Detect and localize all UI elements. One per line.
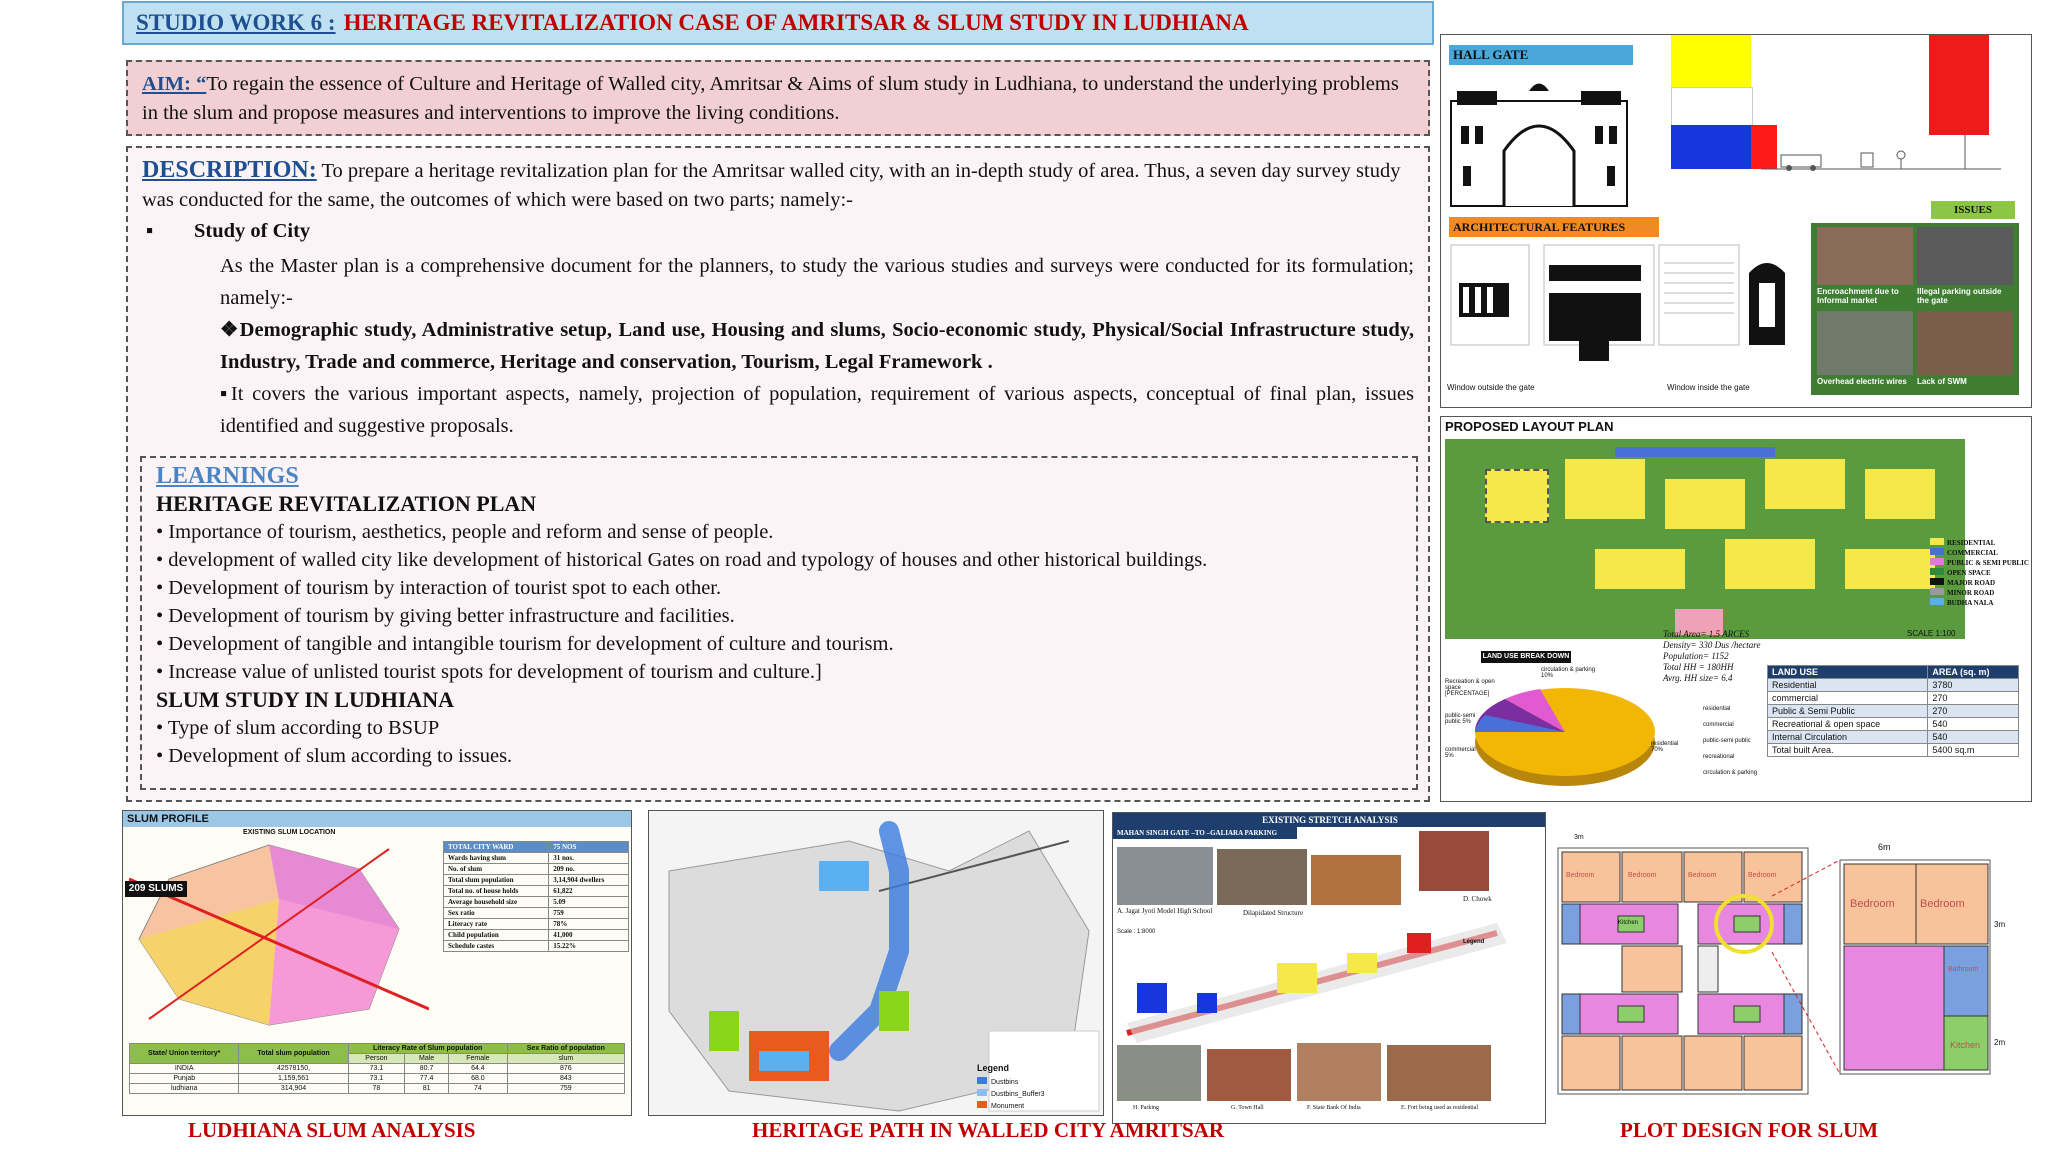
literacy-table bbox=[129, 1043, 625, 1094]
stretch-label: D. Chowk bbox=[1463, 895, 1492, 903]
layout-scale: SCALE 1:100 bbox=[1907, 629, 1956, 638]
legend-swatch bbox=[1930, 548, 1944, 555]
white-block bbox=[1671, 87, 1753, 127]
legend-item bbox=[977, 1089, 1045, 1101]
residential-block bbox=[1725, 539, 1815, 589]
table-cell: 74 bbox=[449, 1084, 508, 1094]
list-item: • Increase value of unlisted tourist spots for development of tourism and culture.] bbox=[156, 661, 822, 683]
residential-block bbox=[1845, 549, 1935, 589]
stretch-photo bbox=[1419, 831, 1489, 891]
hall-gate-label: HALL GATE bbox=[1449, 45, 1633, 65]
legend-label: RESIDENTIAL bbox=[1947, 539, 1996, 547]
issue-caption: Illegal parking outside the gate bbox=[1917, 287, 2002, 305]
room-label: Bedroom bbox=[1850, 898, 1895, 910]
table-cell: 64.4 bbox=[449, 1064, 508, 1074]
description-label: DESCRIPTION: bbox=[142, 157, 317, 183]
bullet-mark: ▪ bbox=[146, 220, 154, 242]
table-cell: Punjab bbox=[130, 1074, 239, 1084]
pie-small-label: circulation & parking 10% bbox=[1541, 667, 1596, 679]
stretch-photo bbox=[1117, 1045, 1201, 1101]
pie-legend bbox=[1703, 701, 1757, 781]
title-text: HERITAGE REVITALIZATION CASE OF AMRITSAR & SLUM STUDY IN LUDHIANA bbox=[343, 10, 1249, 35]
issues-photo-grid bbox=[1811, 223, 2019, 395]
table-cell: 73.1 bbox=[348, 1074, 405, 1084]
legend-item bbox=[1930, 568, 2029, 578]
residential-block bbox=[1665, 479, 1745, 529]
table-cell: 78 bbox=[348, 1084, 405, 1094]
table-cell: 15.22% bbox=[549, 941, 629, 952]
learnings-heading-slum: SLUM STUDY IN LUDHIANA bbox=[156, 687, 455, 712]
table-cell: 5.09 bbox=[549, 897, 629, 908]
stretch-photo bbox=[1387, 1045, 1491, 1101]
table-cell: 5400 sq.m bbox=[1928, 744, 2019, 757]
table-cell: INDIA bbox=[130, 1064, 239, 1074]
list-item: • Development of tourism by interaction of tourist spot to each other. bbox=[156, 577, 722, 599]
caption-ludhiana: LUDHIANA SLUM ANALYSIS bbox=[188, 1118, 476, 1142]
table-cell: 77.4 bbox=[405, 1074, 449, 1084]
legend-label: COMMERCIAL bbox=[1947, 549, 1998, 557]
table-cell: 80.7 bbox=[405, 1064, 449, 1074]
stat-line: Total Area= 1.5 ARCES bbox=[1663, 629, 1750, 639]
table-cell: 540 bbox=[1928, 718, 2019, 731]
table-cell: No. of slum bbox=[444, 864, 549, 875]
legend-item bbox=[977, 1101, 1045, 1113]
stretch-legend-title: Legend bbox=[1463, 939, 1485, 945]
dimension-label: 2m bbox=[1994, 1038, 2006, 1047]
stretch-label: F. State Bank Of India bbox=[1307, 1105, 1361, 1111]
dimension-label: 3m bbox=[1994, 920, 2006, 929]
table-cell: ludhiana bbox=[130, 1084, 239, 1094]
pie-legend-item: public-semi public bbox=[1703, 738, 1751, 744]
title-lead: STUDIO WORK 6 : bbox=[136, 10, 336, 35]
residential-block bbox=[1565, 459, 1645, 519]
table-cell: 41,000 bbox=[549, 930, 629, 941]
table-cell: 759 bbox=[549, 908, 629, 919]
layout-plan-drawing bbox=[1445, 439, 1965, 639]
hall-gate-panel bbox=[1440, 34, 2032, 408]
pie-legend-item: recreational bbox=[1703, 754, 1735, 760]
table-cell: 31 nos. bbox=[549, 853, 629, 864]
room-label: Bedroom bbox=[1748, 872, 1777, 879]
legend-label: MINOR ROAD bbox=[1947, 589, 1995, 597]
table-cell: 1,159,561 bbox=[239, 1074, 348, 1084]
layout-stats bbox=[1663, 629, 1760, 684]
table-header: AREA (sq. m) bbox=[1928, 666, 2019, 679]
pie-legend-item: residential bbox=[1703, 706, 1731, 712]
table-cell: Average household size bbox=[444, 897, 549, 908]
breakdown-label: LAND USE BREAK DOWN bbox=[1481, 651, 1571, 663]
learnings-label: LEARNINGS bbox=[156, 463, 299, 489]
study-of-city: Study of City bbox=[194, 220, 311, 242]
learnings-box bbox=[140, 456, 1418, 790]
room-label: Bathroom bbox=[1948, 966, 1979, 973]
stretch-photo bbox=[1207, 1049, 1291, 1101]
list-item: • Type of slum according to BSUP bbox=[156, 717, 440, 739]
yellow-block bbox=[1671, 35, 1751, 87]
stretch-photo bbox=[1217, 849, 1307, 905]
room-label: Kitchen bbox=[1950, 1040, 1981, 1050]
table-cell: 314,904 bbox=[239, 1084, 348, 1094]
commercial-strip bbox=[1615, 447, 1775, 457]
table-header: Person bbox=[348, 1054, 405, 1064]
pie-legend-item: circulation & parking bbox=[1703, 770, 1758, 776]
dimension-label: 3m bbox=[1574, 834, 1584, 841]
list-item: • development of walled city like development of historical Gates on road and typology of houses and other historical buildings. bbox=[156, 549, 1208, 571]
table-cell: 209 no. bbox=[549, 864, 629, 875]
legend-item bbox=[977, 1077, 1045, 1089]
stat-line: Avrg. HH size= 6.4 bbox=[1663, 673, 1733, 683]
table-cell: Literacy rate bbox=[444, 919, 549, 930]
room-label: Bedroom bbox=[1628, 872, 1657, 879]
residential-block bbox=[1485, 469, 1549, 523]
legend-label: BUDHA NALA bbox=[1947, 599, 1994, 607]
residential-block bbox=[1595, 549, 1685, 589]
learnings-heading-heritage: HERITAGE REVITALIZATION PLAN bbox=[156, 491, 537, 516]
stretch-label: G. Town Hall bbox=[1231, 1105, 1264, 1111]
stretch-scale: Scale : 1:8000 bbox=[1117, 929, 1156, 935]
table-cell: 270 bbox=[1928, 705, 2019, 718]
stretch-label: Dilapidated Structure bbox=[1243, 909, 1304, 917]
landuse-table bbox=[1767, 665, 2019, 757]
table-cell: 81 bbox=[405, 1084, 449, 1094]
table-cell: Total slum population bbox=[444, 875, 549, 886]
legend-label: PUBLIC & SEMI PUBLIC bbox=[1947, 559, 2029, 567]
aim-box bbox=[126, 60, 1430, 136]
table-cell: Total no. of house holds bbox=[444, 886, 549, 897]
pie-small-label: residential 70% bbox=[1651, 741, 1679, 753]
legend-swatch bbox=[1930, 558, 1944, 565]
table-header: 75 NOS bbox=[549, 842, 629, 853]
room-label: Bedroom bbox=[1566, 872, 1595, 879]
table-cell: 61,822 bbox=[549, 886, 629, 897]
proposed-layout-panel bbox=[1440, 416, 2032, 802]
table-cell: Total built Area. bbox=[1768, 744, 1928, 757]
pie-small-label: public-semi public 5% bbox=[1445, 713, 1476, 725]
table-header: Female bbox=[449, 1054, 508, 1064]
table-cell: Sex ratio bbox=[444, 908, 549, 919]
red-building bbox=[1929, 35, 1989, 135]
street-section-drawing bbox=[1761, 135, 2001, 175]
slum-profile-label: SLUM PROFILE bbox=[123, 811, 632, 827]
table-cell: 3780 bbox=[1928, 679, 2019, 692]
table-cell: commercial bbox=[1768, 692, 1928, 705]
issue-caption: Overhead electric wires bbox=[1817, 377, 1907, 386]
stat-line: Total HH = 180HH bbox=[1663, 662, 1734, 672]
table-cell: 843 bbox=[507, 1074, 624, 1084]
legend-item bbox=[1930, 578, 2029, 588]
caption-plot-design: PLOT DESIGN FOR SLUM bbox=[1620, 1118, 1879, 1142]
table-cell: 270 bbox=[1928, 692, 2019, 705]
table-header: TOTAL CITY WARD bbox=[444, 842, 549, 853]
table-cell: 68.0 bbox=[449, 1074, 508, 1084]
list-item: • Development of slum according to issues. bbox=[156, 745, 513, 767]
legend-label: Dustbins_Buffer3 bbox=[991, 1091, 1045, 1098]
table-cell: Schedule castes bbox=[444, 941, 549, 952]
table-cell: 540 bbox=[1928, 731, 2019, 744]
dimension-label: 6m bbox=[1878, 842, 1891, 852]
legend-item bbox=[1930, 538, 2029, 548]
room-label: Bedroom bbox=[1688, 872, 1717, 879]
page-title bbox=[122, 1, 1434, 45]
caption-heritage-path: HERITAGE PATH IN WALLED CITY AMRITSAR bbox=[752, 1118, 1224, 1142]
legend-item bbox=[1930, 558, 2029, 568]
table-cell: 73.1 bbox=[348, 1064, 405, 1074]
table-cell: 78% bbox=[549, 919, 629, 930]
legend-swatch bbox=[1930, 598, 1944, 605]
gate-elevation-drawing bbox=[1449, 71, 1629, 211]
legend-label: Monument bbox=[991, 1103, 1025, 1110]
master-plan-para: As the Master plan is a comprehensive document for the planners, to study the various studies and surveys were conducted for its formulation; namely:- bbox=[220, 255, 1414, 309]
legend-label: MAJOR ROAD bbox=[1947, 579, 1996, 587]
stretch-label: H. Parking bbox=[1133, 1105, 1159, 1111]
pie-small-label: Recreation & open space [PERCENTAGE] bbox=[1445, 679, 1495, 697]
layout-legend-list bbox=[1930, 538, 2029, 608]
blue-block bbox=[1671, 125, 1751, 169]
room-label: Kitchen bbox=[1618, 920, 1639, 926]
issue-photo bbox=[1917, 311, 2013, 375]
heritage-legend-title: Legend bbox=[977, 1063, 1010, 1073]
table-header: LAND USE bbox=[1768, 666, 1928, 679]
stretch-analysis-panel bbox=[1112, 812, 1546, 1124]
description-box bbox=[126, 146, 1430, 802]
issue-caption: Lack of SWM bbox=[1917, 377, 1967, 386]
table-cell: Recreational & open space bbox=[1768, 718, 1928, 731]
stat-line: Population= 1152 bbox=[1663, 651, 1729, 661]
window-inside-caption: Window inside the gate bbox=[1667, 383, 1750, 392]
window-details-drawing bbox=[1449, 243, 1789, 363]
aim-text: To regain the essence of Culture and Heritage of Walled city, Amritsar & Aims of slum study in Ludhiana, to understand the underlying problems in the slum and propose measures and interventions to improve the living conditions. bbox=[142, 73, 1399, 124]
table-header: Literacy Rate of Slum population bbox=[348, 1044, 507, 1054]
architectural-features-label: ARCHITECTURAL FEATURES bbox=[1449, 217, 1659, 237]
slum-count-badge: 209 SLUMS bbox=[125, 881, 187, 897]
slum-profile-panel bbox=[122, 810, 632, 1116]
issue-photo bbox=[1817, 227, 1913, 285]
table-cell: 876 bbox=[507, 1064, 624, 1074]
table-cell: 3,14,904 dwellers bbox=[549, 875, 629, 886]
table-header: Total slum population bbox=[239, 1044, 348, 1064]
stretch-photo bbox=[1117, 847, 1213, 905]
window-outside-caption: Window outside the gate bbox=[1447, 383, 1535, 392]
plot-design-panel bbox=[1548, 816, 2038, 1116]
table-cell: Internal Circulation bbox=[1768, 731, 1928, 744]
legend-item bbox=[1930, 588, 2029, 598]
description-text: To prepare a heritage revitalization plan for the Amritsar walled city, with an in-depth study of area. Thus, a seven day survey study was conducted for the same, the outcomes of which were based on two parts; namely:- bbox=[142, 160, 1401, 211]
table-cell: Public & Semi Public bbox=[1768, 705, 1928, 718]
table-header: Male bbox=[405, 1054, 449, 1064]
legend-swatch bbox=[1930, 578, 1944, 585]
issues-label: ISSUES bbox=[1931, 201, 2015, 219]
issue-photo bbox=[1817, 311, 1913, 375]
stretch-photo bbox=[1297, 1043, 1381, 1101]
legend-swatch bbox=[1930, 568, 1944, 575]
pie-legend-item: commercial bbox=[1703, 722, 1734, 728]
heritage-path-panel bbox=[648, 810, 1104, 1116]
table-header: slum bbox=[507, 1054, 624, 1064]
stretch-photo bbox=[1311, 855, 1401, 905]
residential-block bbox=[1865, 469, 1935, 519]
demographic-list: ❖Demographic study, Administrative setup, Land use, Housing and slums, Socio-economic study, Physical/Social Infrastructure study, Industry, Trade and commerce, Heritage and conservation, Tourism, Legal Framework . bbox=[220, 319, 1414, 373]
legend-item bbox=[1930, 548, 2029, 558]
layout-label: PROPOSED LAYOUT PLAN bbox=[1445, 419, 1614, 434]
table-cell: Residential bbox=[1768, 679, 1928, 692]
residential-block bbox=[1765, 459, 1845, 509]
heritage-path-map bbox=[649, 811, 1104, 1116]
slum-location-map bbox=[129, 839, 429, 1029]
issue-photo bbox=[1917, 227, 2013, 285]
list-item: • Importance of tourism, aesthetics, people and reform and sense of people. bbox=[156, 521, 774, 543]
legend-label: Dustbins bbox=[991, 1079, 1019, 1086]
aim-label: AIM: “ bbox=[142, 73, 207, 95]
legend-swatch bbox=[1930, 538, 1944, 545]
slum-stats-table bbox=[443, 841, 629, 952]
pie-small-label: commercial 5% bbox=[1445, 747, 1476, 759]
legend-label: OPEN SPACE bbox=[1947, 569, 1991, 577]
list-item: • Development of tourism by giving better infrastructure and facilities. bbox=[156, 605, 735, 627]
table-header: State/ Union territory* bbox=[130, 1044, 239, 1064]
table-header: Sex Ratio of population bbox=[507, 1044, 624, 1054]
stat-line: Density= 330 Dus /hectare bbox=[1663, 640, 1761, 650]
table-cell: Wards having slum bbox=[444, 853, 549, 864]
stretch-subtitle: MAHAN SINGH GATE –TO –GALIARA PARKING bbox=[1113, 827, 1297, 839]
legend-item bbox=[1930, 598, 2029, 608]
stretch-label: A. Jagat Jyoti Model High School bbox=[1117, 907, 1213, 915]
room-label: Bedroom bbox=[1920, 898, 1965, 910]
covers-para: ▪It covers the various important aspects, namely, projection of population, requirement of various aspects, conceptual of final plan, issues identified and suggestive proposals. bbox=[220, 383, 1414, 437]
table-cell: 759 bbox=[507, 1084, 624, 1094]
table-cell: Child population bbox=[444, 930, 549, 941]
slum-map-title: EXISTING SLUM LOCATION bbox=[243, 829, 336, 836]
table-cell: 42578150, bbox=[239, 1064, 348, 1074]
heritage-legend bbox=[977, 1077, 1045, 1113]
stretch-label: E. Fort being used as residential bbox=[1401, 1105, 1478, 1111]
legend-swatch bbox=[1930, 588, 1944, 595]
stretch-title: EXISTING STRETCH ANALYSIS bbox=[1113, 813, 1546, 827]
stretch-map bbox=[1117, 923, 1507, 1043]
issue-caption: Encroachment due to Informal market bbox=[1817, 287, 1899, 305]
list-item: • Development of tangible and intangible tourism for development of culture and tourism. bbox=[156, 633, 894, 655]
